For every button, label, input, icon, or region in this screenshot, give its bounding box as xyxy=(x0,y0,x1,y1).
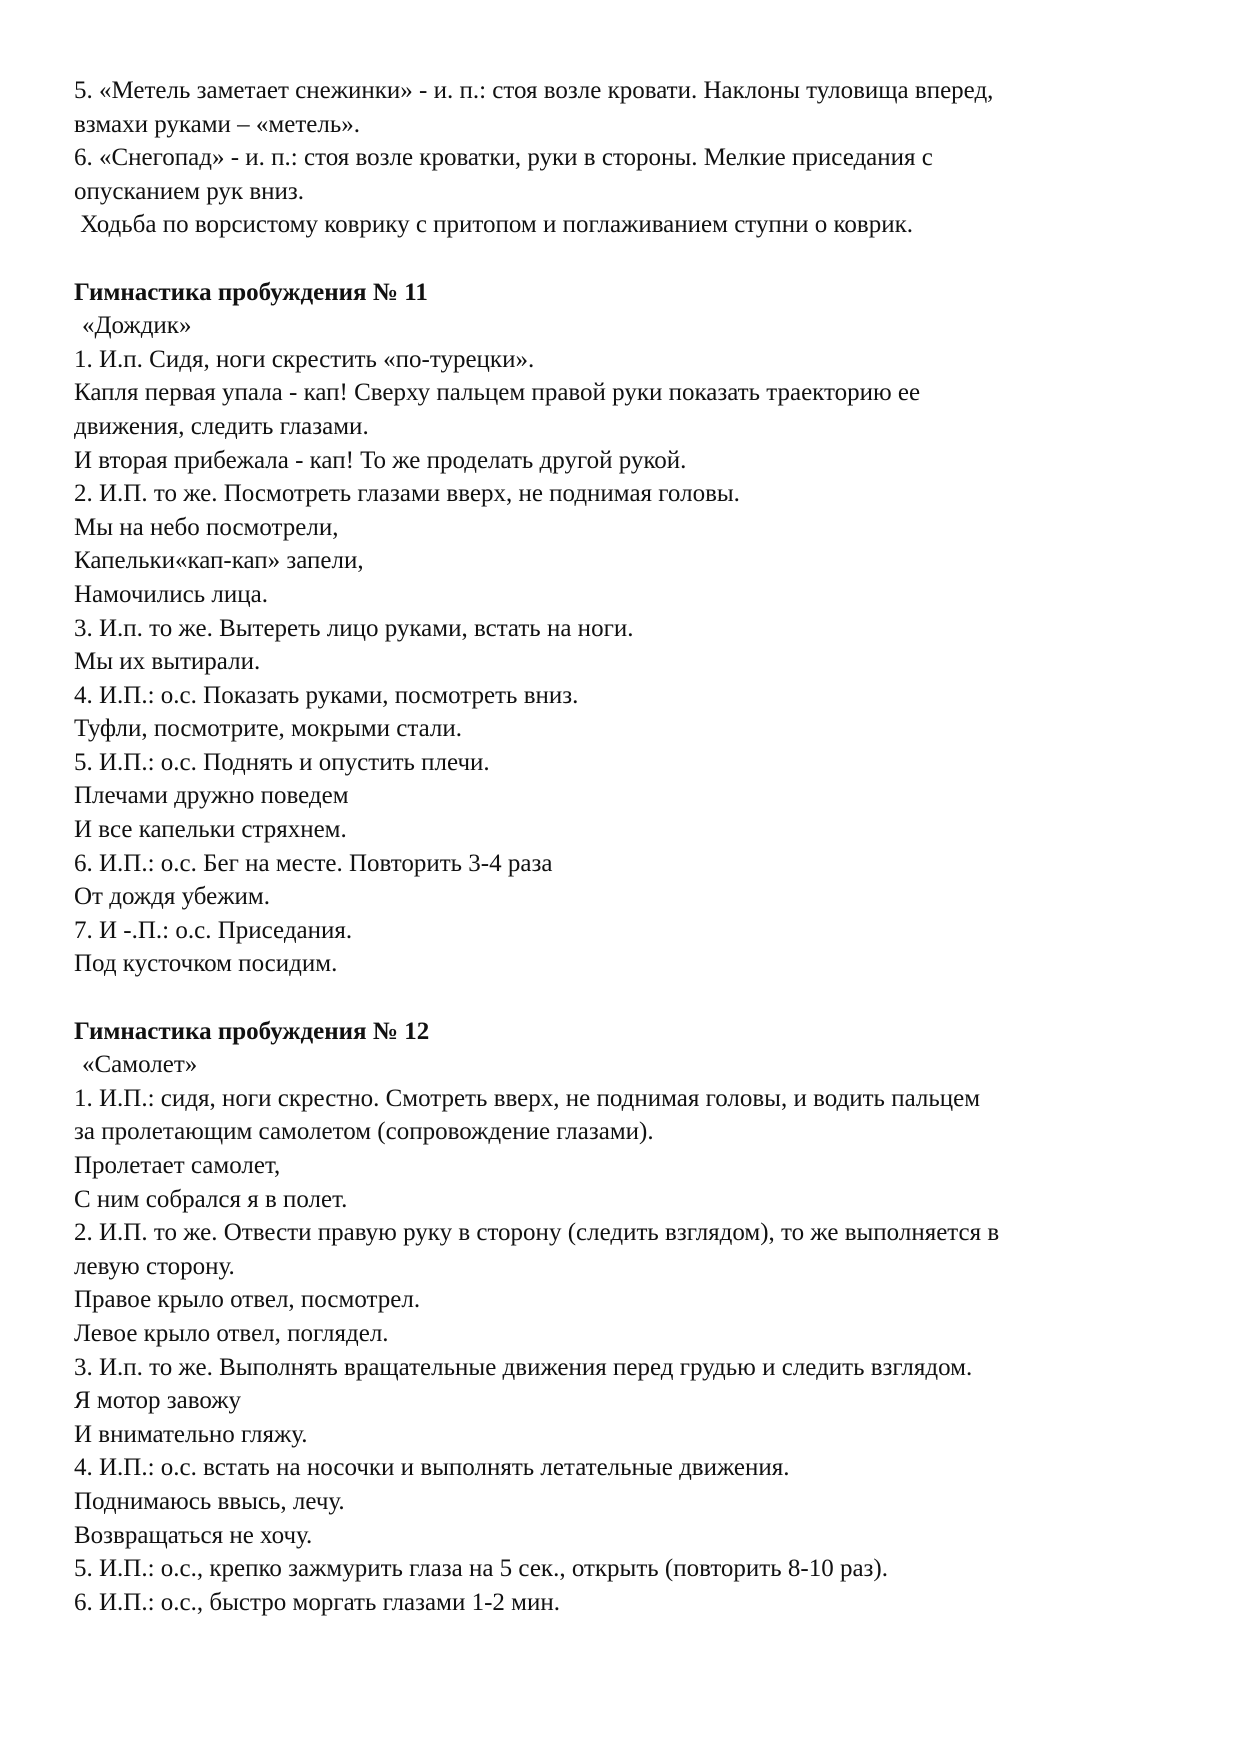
text-line: Возвращаться не хочу. xyxy=(74,1521,313,1549)
text-line: И внимательно гляжу. xyxy=(74,1420,308,1448)
text-line: Капля первая упала - кап! Сверху пальцем правой руки показать траекторию ее xyxy=(74,379,921,407)
text-line: И все капельки стряхнем. xyxy=(74,816,347,844)
text-line: Плечами дружно поведем xyxy=(74,782,349,810)
text-line: Мы их вытирали. xyxy=(74,648,261,676)
text-line: Под кусточком посидим. xyxy=(74,950,338,978)
spacer xyxy=(74,981,1174,1015)
text-line: 5. И.П.: о.с., крепко зажмурить глаза на 5 сек., открыть (повторить 8-10 раз). xyxy=(74,1555,888,1583)
text-line: Туфли, посмотрите, мокрыми стали. xyxy=(74,715,463,743)
text-line: 6. И.П.: о.с., быстро моргать глазами 1-2 мин. xyxy=(74,1588,560,1616)
text-line: 5. И.П.: о.с. Поднять и опустить плечи. xyxy=(74,748,490,776)
text-line: Правое крыло отвел, посмотрел. xyxy=(74,1286,421,1314)
text-line: Пролетает самолет, xyxy=(74,1152,281,1179)
text-line: Намочились лица. xyxy=(74,580,268,608)
document-page xyxy=(74,74,1174,1619)
section-12 xyxy=(74,1015,1174,1620)
top-block xyxy=(74,74,1174,242)
text-line: 1. И.п. Сидя, ноги скрестить «по-турецки». xyxy=(74,345,535,373)
text-line: 2. И.П. то же. Посмотреть глазами вверх, не поднимая головы. xyxy=(74,480,740,508)
text-line: От дождя убежим. xyxy=(74,883,270,911)
section-subtitle: «Дождик» xyxy=(82,312,192,340)
text-line: 3. И.п. то же. Вытереть лицо руками, встать на ноги. xyxy=(74,614,634,642)
text-line: за пролетающим самолетом (сопровождение глазами). xyxy=(74,1118,654,1146)
text-line: 3. И.п. то же. Выполнять вращательные движения перед грудью и следить взглядом. xyxy=(74,1353,973,1381)
section-heading: Гимнастика пробуждения № 11 xyxy=(74,278,428,306)
text-line: 4. И.П.: о.с. Показать руками, посмотреть вниз. xyxy=(74,681,579,709)
text-line: движения, следить глазами. xyxy=(74,412,369,440)
text-line: 1. И.П.: сидя, ноги скрестно. Смотреть вверх, не поднимая головы, и водить пальцем xyxy=(74,1084,981,1112)
text-line: Ходьба по ворсистому коврику с притопом и поглаживанием ступни о коврик. xyxy=(74,211,913,239)
section-11 xyxy=(74,276,1174,981)
text-line: 4. И.П.: о.с. встать на носочки и выполнять летательные движения. xyxy=(74,1454,790,1482)
text-line: 5. «Метель заметает снежинки» - и. п.: стоя возле кровати. Наклоны туловища вперед, xyxy=(74,77,994,104)
text-line: Поднимаюсь ввысь, лечу. xyxy=(74,1487,345,1515)
text-line: И вторая прибежала - кап! То же проделать другой рукой. xyxy=(74,446,687,474)
text-line: Левое крыло отвел, поглядел. xyxy=(74,1319,389,1347)
text-line: опусканием рук вниз. xyxy=(74,177,305,205)
section-subtitle: «Самолет» xyxy=(82,1051,198,1079)
text-line: 6. «Снегопад» - и. п.: стоя возле кроватки, руки в стороны. Мелкие приседания с xyxy=(74,144,933,172)
text-line: взмахи руками – «метель». xyxy=(74,110,360,138)
text-line: 2. И.П. то же. Отвести правую руку в сторону (следить взглядом), то же выполняется в xyxy=(74,1219,1000,1247)
text-line: Капельки«кап-кап» запели, xyxy=(74,547,364,575)
text-line: 7. И -.П.: о.с. Приседания. xyxy=(74,916,353,944)
text-line: левую сторону. xyxy=(74,1252,235,1280)
text-line: 6. И.П.: о.с. Бег на месте. Повторить 3-4 раза xyxy=(74,849,553,877)
spacer xyxy=(74,242,1174,276)
text-line: С ним собрался я в полет. xyxy=(74,1185,348,1213)
text-line: Мы на небо посмотрели, xyxy=(74,513,339,541)
section-heading: Гимнастика пробуждения № 12 xyxy=(74,1017,430,1045)
text-line: Я мотор завожу xyxy=(74,1387,242,1415)
